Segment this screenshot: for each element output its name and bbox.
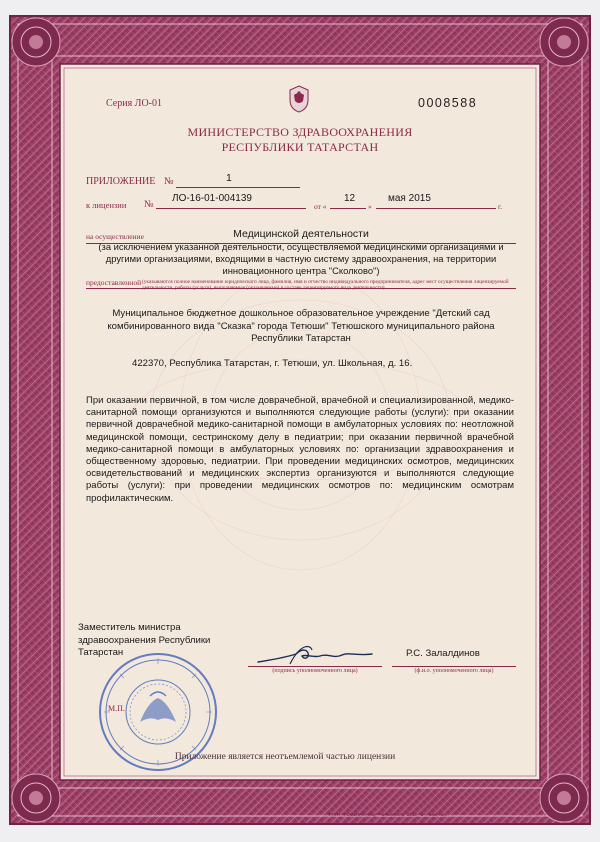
corner-rosette-bottom-left xyxy=(12,774,60,822)
appendix-number: 1 xyxy=(226,172,232,184)
license-number: ЛО-16-01-004139 xyxy=(172,193,252,204)
provided-hint-text: (указываются полное наименование юридического лица, фамилия, имя и отчество индивидуального предпринимателя, адрес мест осуществления лицензируемой деятельности, работы (услуги), выполняемые (оказываемые) в составе лицензируемого вида деятельности) xyxy=(142,279,509,292)
printer-imprint: ФГУП «ГОСЗНАК»МЦ» • Бланкоплз, 2013 «Б». Зак. № ... xyxy=(328,812,449,817)
form-number: 0008588 xyxy=(418,96,478,110)
from-label: от « xyxy=(314,202,327,211)
provided-label: предоставленной xyxy=(86,278,142,287)
license-day: 12 xyxy=(344,193,356,204)
appendix-integral-note: Приложение является неотъемлемой частью лицензии xyxy=(174,752,396,762)
services-description: При оказании первичной, в том числе доврачебной, врачебной и специализированной, медико-санитарной помощи организуются и выполняются следующие работы (услуги): при оказании первичной доврачебной медико-санитарной помощи в амбулаторных условиях по: неотложной медицинской помощи, сестринскому делу в педиатрии; при оказании первичной врачебной медико-санитарной помощи в амбулаторных условиях по: организации здравоохранения и общественному здоровью, педиатрии. При проведении медицинских осмотров, медицинских освидетельствований и медицинских экспертиз организуются и выполняются следующие работы (услуги): при проведении медицинских осмотров по: медицинским осмотрам профилактическим. xyxy=(86,395,514,504)
license-month-year: мая 2015 xyxy=(388,193,431,204)
name-hint: (ф.и.о. уполномоченного лица) xyxy=(414,668,494,674)
license-label: к лицензии xyxy=(86,200,127,210)
corner-rosette-top-right xyxy=(540,18,588,66)
stamp-place-label: М.П. xyxy=(108,704,125,713)
ministry-title-line2: РЕСПУБЛИКИ ТАТАРСТАН xyxy=(221,140,379,154)
organization-address: 422370, Республика Татарстан, г. Тетюши, ул. Школьная, д. 16. xyxy=(132,358,413,369)
signature-hint: (подпись уполномоченного лица) xyxy=(272,668,358,674)
signatory-name: Р.С. Залалдинов xyxy=(406,648,480,659)
year-suffix: г. xyxy=(498,202,503,211)
corner-rosette-top-left xyxy=(12,18,60,66)
corner-rosette-bottom-right xyxy=(540,774,588,822)
activity-label: на осуществление xyxy=(86,232,144,241)
appendix-number-sign: № xyxy=(164,176,174,187)
signatory-position-line2: здравоохранения Республики xyxy=(78,634,211,646)
signatory-position-line3: Татарстан xyxy=(78,647,124,658)
license-number-sign: № xyxy=(144,199,154,210)
organization-name: Муниципальное бюджетное дошкольное образовательное учреждение "Детский сад комбинированного вида "Сказка" города Тетюши" Тетюшского муниципального района Республики Татарстан xyxy=(107,308,495,344)
activity-title: Медицинской деятельности xyxy=(233,228,369,240)
activity-exception-note: (за исключением указанной деятельности, осуществляемой медицинскими организациями и другими организациями, входящими в частную систему здравоохранения, на территории инновационного центра "Сколково") xyxy=(98,241,504,276)
appendix-label: ПРИЛОЖЕНИЕ xyxy=(86,176,156,187)
series-label: Серия ЛО-01 xyxy=(106,98,163,109)
coat-of-arms-icon xyxy=(286,84,312,114)
signatory-position-line1: Заместитель министра xyxy=(78,622,181,633)
ministry-title-line1: МИНИСТЕРСТВО ЗДРАВООХРАНЕНИЯ xyxy=(187,125,413,139)
from-close: » xyxy=(368,202,372,211)
